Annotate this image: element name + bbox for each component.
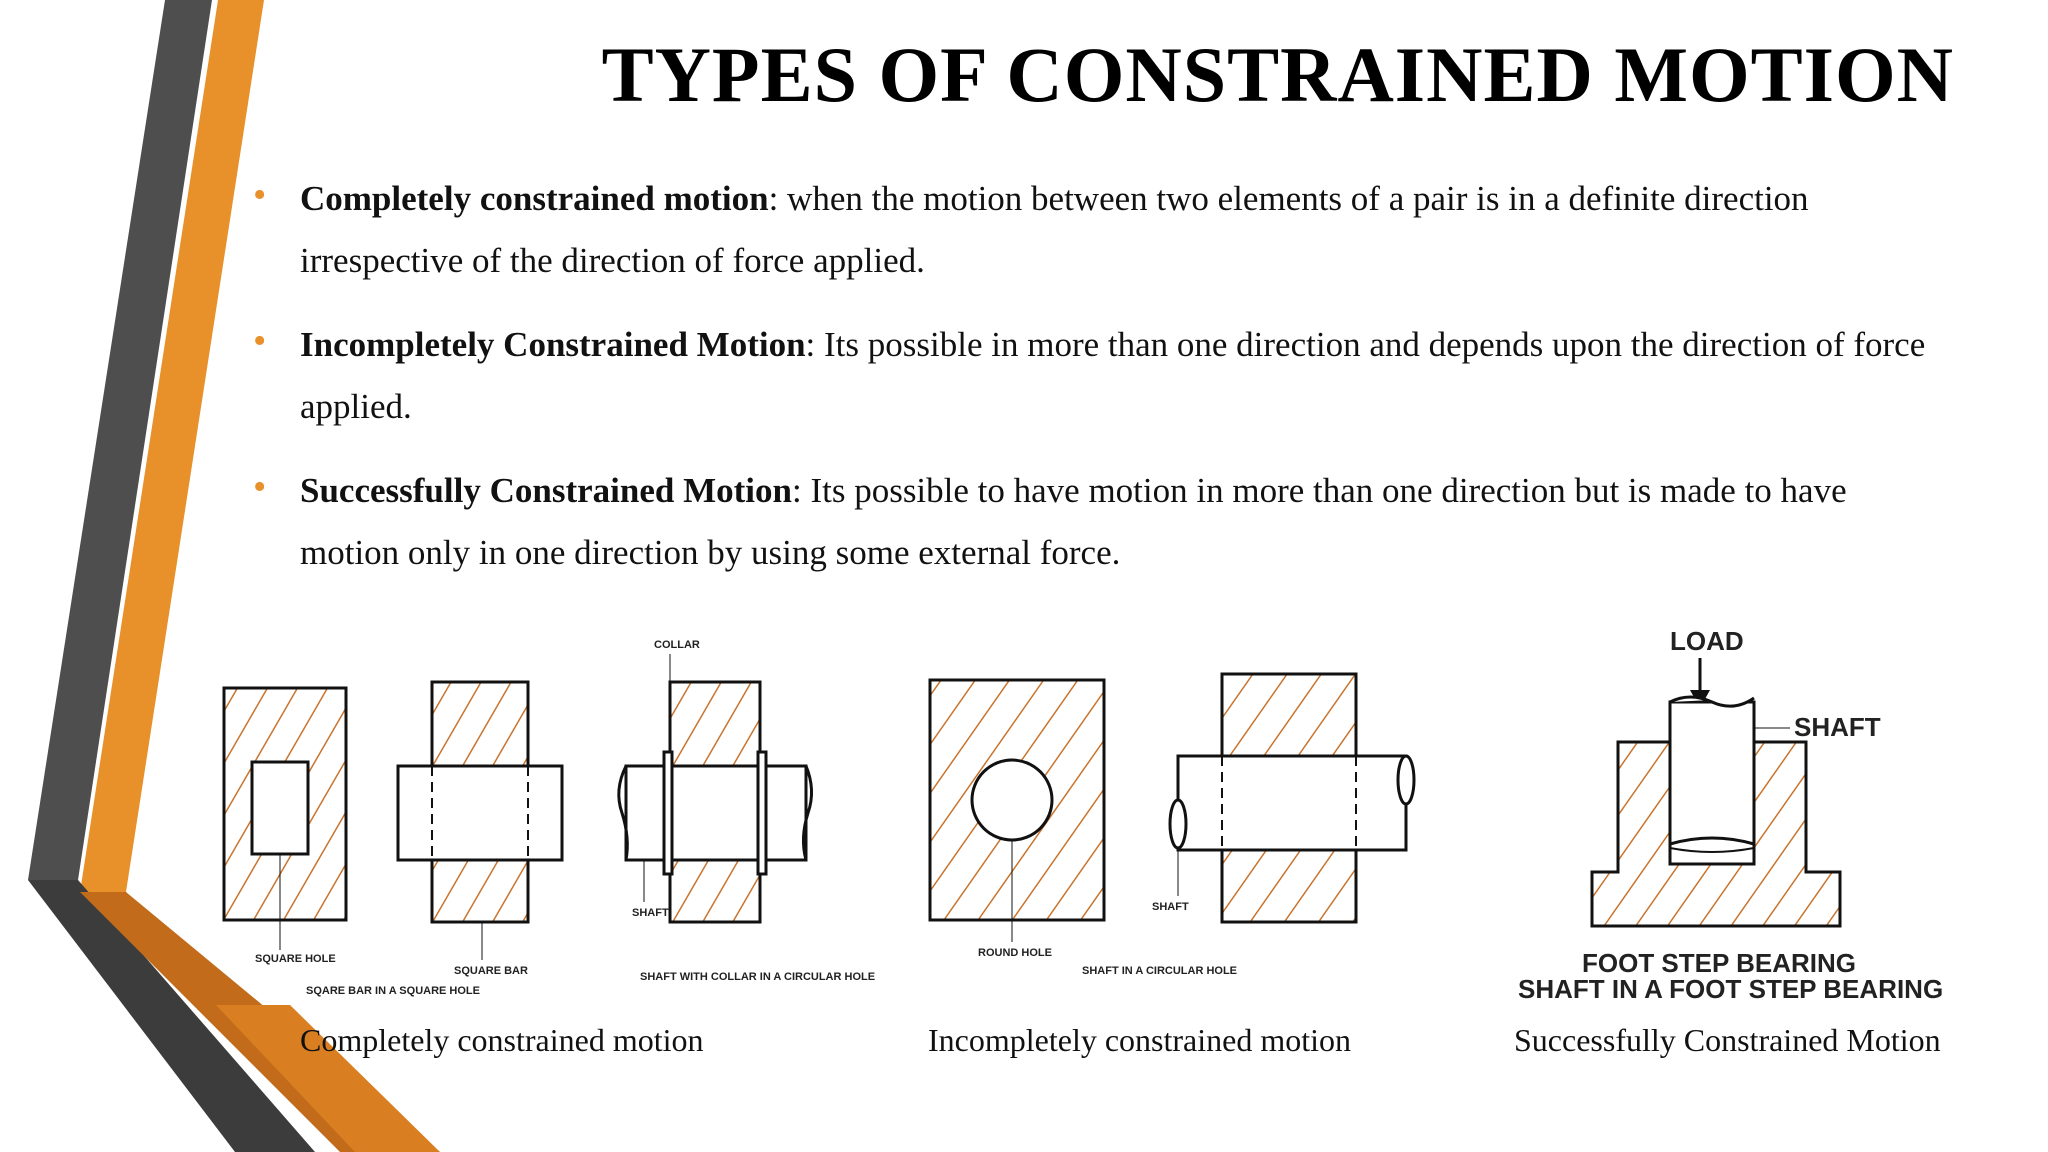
- bullet-term: Incompletely Constrained Motion: [300, 325, 806, 364]
- figure-completely-constrained: [210, 630, 876, 1010]
- bullet-text: : Its possible in more than one direction and depends upon the direction of force applied.: [300, 325, 1926, 426]
- bullet-dot-icon: •: [253, 174, 267, 216]
- shaft-label: SHAFT: [1152, 901, 1189, 913]
- bullet-dot-icon: •: [253, 320, 267, 362]
- bullet-dot-icon: •: [253, 466, 267, 508]
- bullet-completely: [240, 168, 1930, 292]
- bullet-list: [240, 168, 1930, 606]
- load-label: LOAD: [1670, 626, 1744, 656]
- bullet-term: Completely constrained motion: [300, 179, 769, 218]
- collar-caption: SHAFT WITH COLLAR IN A CIRCULAR HOLE: [640, 971, 876, 983]
- shaft-label: SHAFT: [1794, 712, 1881, 742]
- label-incompletely: Incompletely constrained motion: [928, 1022, 1351, 1058]
- square-bar-label: SQUARE BAR: [454, 965, 528, 977]
- square-hole-label: SQUARE HOLE: [255, 953, 336, 965]
- label-successfully: Successfully Constrained Motion: [1514, 1022, 1941, 1058]
- bullet-text: : Its possible to have motion in more than one direction but is made to have motion only in one direction by using some external force.: [300, 471, 1847, 572]
- figure-incompletely-constrained: [920, 660, 1440, 1000]
- bullet-successfully: [240, 460, 1930, 584]
- circular-hole-caption: SHAFT IN A CIRCULAR HOLE: [1082, 965, 1238, 977]
- shaft-label: SHAFT: [632, 907, 669, 919]
- bullet-term: Successfully Constrained Motion: [300, 471, 792, 510]
- foot-step-bearing-label: FOOT STEP BEARING: [1582, 948, 1856, 978]
- collar-label: COLLAR: [654, 639, 700, 651]
- bullet-text: : when the motion between two elements of a pair is in a definite direction irrespective of the direction of force applied.: [300, 179, 1809, 280]
- slide-title: TYPES OF CONSTRAINED MOTION: [601, 31, 1954, 118]
- figure-successfully-constrained: [1500, 620, 1944, 1010]
- bullet-incompletely: [240, 314, 1930, 438]
- square-bar-caption: SQARE BAR IN A SQUARE HOLE: [306, 985, 480, 997]
- foot-step-caption: SHAFT IN A FOOT STEP BEARING: [1518, 974, 1944, 1004]
- label-completely: Completely constrained motion: [300, 1022, 704, 1058]
- round-hole-label: ROUND HOLE: [978, 947, 1052, 959]
